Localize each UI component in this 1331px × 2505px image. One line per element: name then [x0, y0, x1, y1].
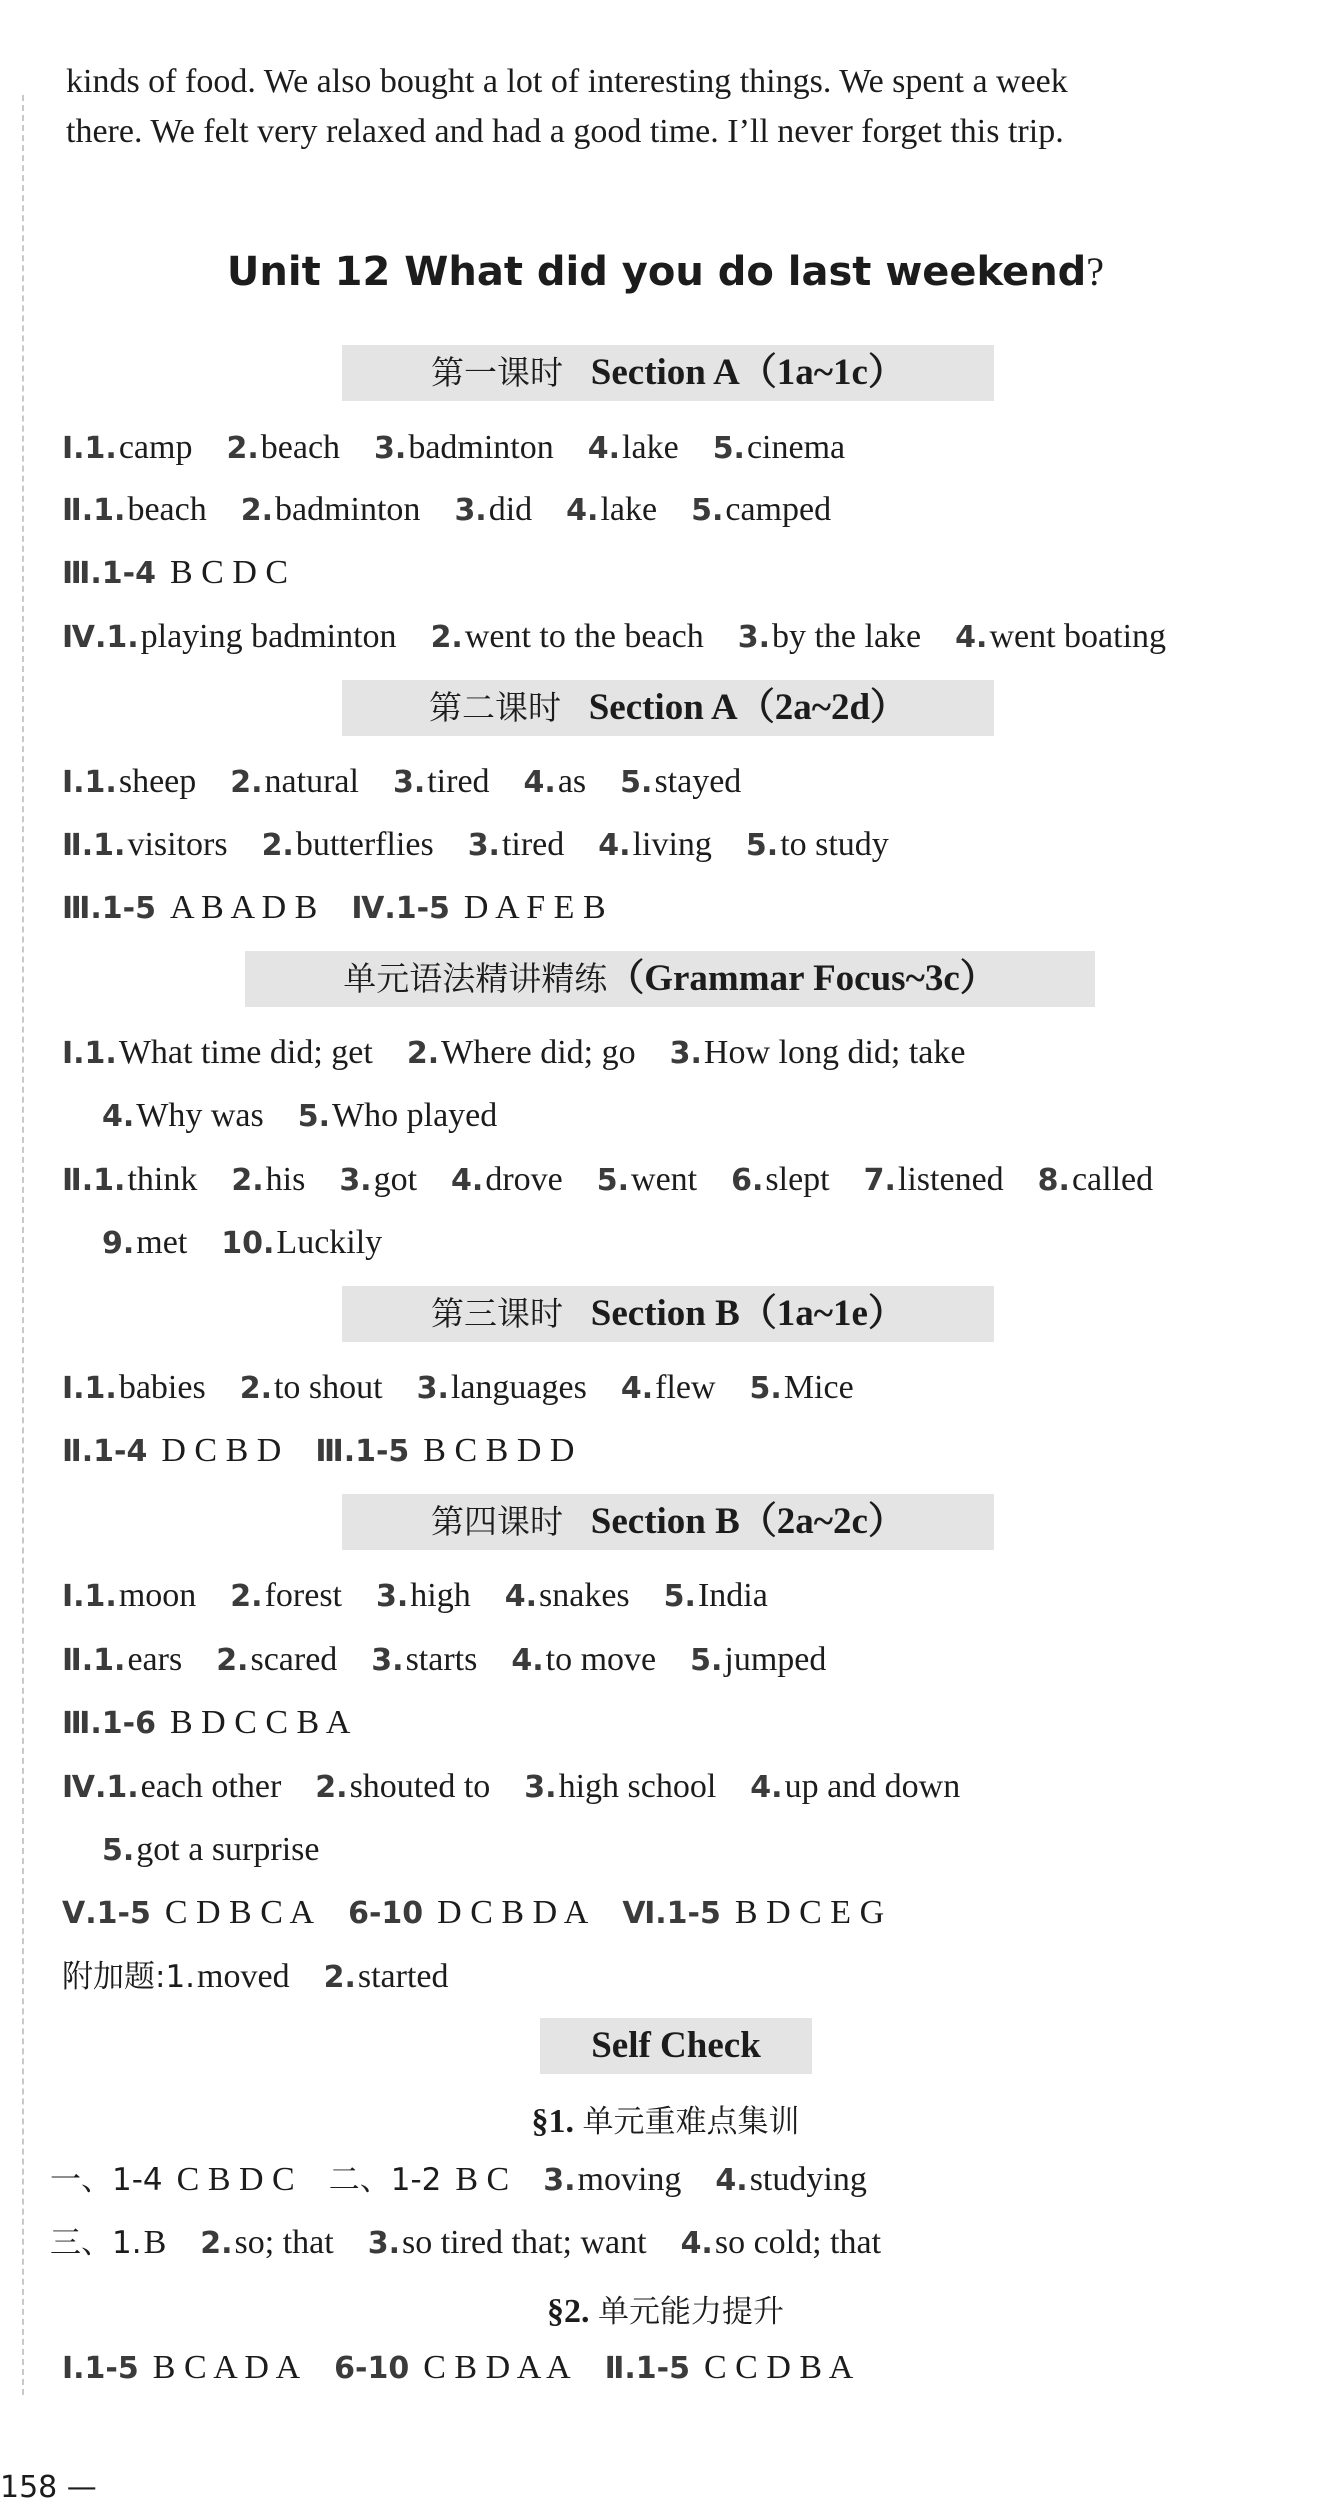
answer-item [62, 1768, 281, 1805]
item-answer: badminton [408, 429, 554, 466]
answer-item [62, 1894, 314, 1931]
item-answer: Who played [332, 1097, 498, 1134]
item-label: 2. [226, 431, 259, 466]
item-answer: up and down [784, 1768, 961, 1805]
item-label: 4. [511, 1643, 544, 1678]
item-label: Ⅲ.1-5 [62, 891, 156, 926]
item-answer: drove [485, 1161, 563, 1198]
answer-item [524, 763, 587, 800]
answer-line [62, 1893, 884, 1934]
answer-item [376, 1577, 471, 1614]
answer-item [102, 1831, 319, 1868]
item-label: 2. [216, 1643, 249, 1678]
item-label: 5. [691, 493, 724, 528]
answer-item [102, 1097, 264, 1134]
unit-title-text: Unit 12 What did you do last weekend [226, 249, 1087, 295]
answer-item [298, 1097, 498, 1134]
margin-divider [22, 95, 24, 2395]
item-label: Ⅱ.1-5 [604, 2351, 690, 2386]
item-label: 2. [323, 1960, 356, 1995]
answer-item [622, 1894, 884, 1931]
item-label: 4. [504, 1579, 538, 1614]
unit-title [0, 248, 1331, 295]
section-b1-en: Section B（1a~1e） [590, 1293, 905, 1334]
item-label: Ⅰ.1. [62, 1036, 117, 1071]
item-answer: D C B D [161, 1432, 282, 1469]
answer-item [417, 1369, 587, 1406]
answer-item [62, 763, 196, 800]
item-label: 5. [690, 1643, 723, 1678]
item-answer: moved [197, 1958, 290, 1995]
answer-item [746, 826, 889, 863]
item-label: 10. [221, 1226, 275, 1261]
answer-line [62, 1576, 768, 1617]
answer-item [62, 429, 192, 466]
section-a1-en: Section A（1a~1c） [590, 352, 905, 393]
item-label: 3. [543, 2163, 576, 2198]
item-answer: beach [260, 429, 341, 466]
answer-item [605, 2349, 854, 2386]
item-answer: to move [545, 1641, 657, 1678]
answer-item [62, 826, 228, 863]
answer-item [1038, 1161, 1153, 1198]
item-answer: babies [118, 1369, 206, 1406]
answer-item [864, 1161, 1004, 1198]
page-number: 158 — [0, 2470, 97, 2505]
answer-line [62, 617, 1166, 658]
intro-line-1: kinds of food. We also bought a lot of interesting things. We spent a week [66, 63, 1068, 100]
item-label: 4. [955, 620, 988, 655]
item-answer: Luckily [276, 1224, 383, 1261]
answer-item [588, 429, 679, 466]
item-label: 4. [750, 1770, 783, 1805]
item-answer: flew [655, 1369, 716, 1406]
item-label: 一、1-4 [50, 2162, 163, 2198]
item-answer: ears [127, 1641, 183, 1678]
item-label: 5. [749, 1371, 782, 1406]
item-label: Ⅰ.1. [62, 1371, 117, 1406]
section-header-a2 [342, 680, 994, 736]
item-answer: living [632, 826, 712, 863]
item-label: 4. [598, 828, 631, 863]
answer-item [597, 1161, 697, 1198]
item-label: 5. [663, 1579, 696, 1614]
answer-item [690, 1641, 826, 1678]
answer-item [102, 1224, 187, 1261]
item-label: 3. [376, 1579, 409, 1614]
subsection-s2-cn: 单元能力提升 [598, 2294, 784, 2330]
answer-item [62, 1034, 373, 1071]
item-label: 4. [523, 765, 556, 800]
item-answer: badminton [275, 491, 421, 528]
item-answer: How long did; take [703, 1034, 966, 1071]
item-answer: slept [765, 1161, 830, 1198]
section-header-b1 [342, 1286, 994, 1342]
answer-item [241, 491, 421, 528]
section-a2-en: Section A（2a~2d） [588, 687, 908, 728]
answer-item [407, 1034, 636, 1071]
item-label: 2. [406, 1036, 440, 1071]
item-label: 2. [239, 1371, 272, 1406]
item-answer: met [136, 1224, 188, 1261]
item-answer: each other [140, 1768, 282, 1805]
section-b2-en: Section B（2a~2c） [590, 1501, 905, 1542]
answer-item [351, 889, 605, 926]
item-label: 3. [416, 1371, 449, 1406]
answer-item [691, 491, 831, 528]
item-label: 4. [587, 431, 621, 466]
answer-item [713, 429, 845, 466]
answer-item [670, 1034, 966, 1071]
answer-line [62, 1767, 960, 1808]
answer-line [62, 1431, 574, 1472]
item-label: 2. [261, 828, 294, 863]
item-answer: as [557, 763, 587, 800]
item-label: Ⅳ.1. [62, 1770, 139, 1805]
subsection-header-s1 [0, 2096, 1331, 2141]
answer-line [62, 762, 741, 803]
item-answer: C C D B A [703, 2349, 854, 2386]
section-header-self-check [540, 2018, 812, 2074]
item-label: 2. [231, 1163, 264, 1198]
answer-item [62, 1161, 197, 1198]
answer-line [62, 1957, 449, 1998]
answer-item [216, 1641, 337, 1678]
item-label: 2. [230, 765, 263, 800]
answer-item [955, 618, 1166, 655]
item-answer: did [488, 491, 533, 528]
answer-item [62, 491, 207, 528]
answer-item [230, 1577, 342, 1614]
item-answer: studying [749, 2161, 867, 2198]
answer-item [598, 826, 712, 863]
answer-item [543, 2161, 681, 2198]
item-label: Ⅲ.1-4 [62, 556, 156, 591]
item-label: 3. [371, 1643, 404, 1678]
answer-item [348, 1894, 588, 1931]
answer-line [62, 1368, 854, 1409]
item-answer: high school [558, 1768, 717, 1805]
item-label: Ⅳ.1-5 [351, 891, 450, 926]
item-answer: tired [501, 826, 565, 863]
item-answer: to shout [273, 1369, 383, 1406]
item-answer: stayed [654, 763, 742, 800]
answer-line [62, 2348, 853, 2389]
item-answer: What time did; get [118, 1034, 373, 1071]
item-answer: moon [118, 1577, 197, 1614]
item-answer: jumped [724, 1641, 827, 1678]
item-label: 3. [392, 765, 426, 800]
item-answer: B [143, 2224, 167, 2261]
section-gf-en: （Grammar Focus~3c） [607, 958, 997, 999]
item-answer: so; that [234, 2224, 334, 2261]
answer-item [50, 2224, 166, 2261]
answer-item [505, 1577, 630, 1614]
item-label: Ⅰ.1. [62, 431, 117, 466]
item-answer: D A F E B [463, 889, 606, 926]
item-answer: A B A D B [169, 889, 318, 926]
answer-item [334, 2349, 570, 2386]
subsection-s1-mark: §1. [531, 2103, 574, 2140]
item-answer: B C [455, 2161, 510, 2198]
item-answer: C B D C [176, 2161, 295, 2198]
answer-line [62, 1033, 965, 1074]
item-answer: forest [264, 1577, 342, 1614]
answer-line [62, 1703, 350, 1744]
item-label: 7. [863, 1163, 896, 1198]
item-answer: started [357, 1958, 449, 1995]
item-label: 5. [102, 1833, 135, 1868]
answer-item [468, 826, 565, 863]
answer-line [102, 1096, 497, 1137]
item-label: Ⅰ.1-5 [62, 2351, 139, 2386]
item-answer: languages [450, 1369, 587, 1406]
answer-item [374, 429, 554, 466]
item-answer: high [410, 1577, 471, 1614]
intro-line-2: there. We felt very relaxed and had a good time. I’ll never forget this trip. [66, 113, 1064, 150]
item-label: 3. [367, 2226, 400, 2261]
item-answer: got a surprise [136, 1831, 320, 1868]
answer-line [50, 2160, 867, 2201]
item-answer: India [697, 1577, 768, 1614]
answer-item [731, 1161, 830, 1198]
item-answer: cinema [746, 429, 846, 466]
item-label: 5. [297, 1099, 331, 1134]
item-label: Ⅱ.1. [62, 1643, 126, 1678]
item-answer: scared [250, 1641, 338, 1678]
item-label: 4. [680, 2226, 713, 2261]
item-answer: camp [118, 429, 193, 466]
section-b2-cn: 第四课时 [431, 1502, 564, 1541]
item-answer: B C D C [169, 554, 289, 591]
item-answer: beach [127, 491, 207, 528]
answer-line [62, 1640, 826, 1681]
item-label: 2. [430, 620, 463, 655]
item-label: 2. [240, 493, 273, 528]
item-label: Ⅱ.1-4 [62, 1434, 148, 1469]
answer-item [566, 491, 657, 528]
item-label: Ⅲ.1-6 [62, 1706, 156, 1741]
item-answer: went to the beach [464, 618, 704, 655]
answer-item [226, 429, 340, 466]
item-answer: so tired that; want [402, 2224, 647, 2261]
item-label: Ⅲ.1-5 [315, 1434, 410, 1469]
item-answer: lake [622, 429, 679, 466]
answer-item [62, 554, 288, 591]
item-label: 9. [102, 1226, 135, 1261]
item-answer: butterflies [295, 826, 434, 863]
item-answer: B D C C B A [169, 1704, 351, 1741]
section-header-a1 [342, 345, 994, 401]
item-label: 8. [1037, 1163, 1070, 1198]
item-answer: shouted to [349, 1768, 491, 1805]
item-answer: lake [600, 491, 658, 528]
answer-line [102, 1223, 382, 1264]
item-answer: tired [427, 763, 490, 800]
answer-item [62, 1432, 281, 1469]
item-label: 4. [102, 1099, 135, 1134]
answer-line [62, 490, 831, 531]
answer-item [454, 491, 532, 528]
answer-item [315, 1768, 490, 1805]
item-label: 附加题:1. [62, 1959, 196, 1995]
answer-item [393, 763, 490, 800]
answer-item [230, 763, 359, 800]
answer-line [62, 888, 606, 929]
answer-item [681, 2224, 881, 2261]
item-label: Ⅰ.1. [62, 1579, 117, 1614]
answer-item [524, 1768, 716, 1805]
answer-item [62, 1958, 290, 1995]
answer-item [750, 1369, 854, 1406]
item-label: 3. [524, 1770, 557, 1805]
item-answer: moving [577, 2161, 682, 2198]
answer-item [221, 1224, 382, 1261]
item-label: Ⅱ.1. [62, 828, 126, 863]
item-answer: C B D A A [423, 2349, 571, 2386]
item-label: 2. [230, 1579, 263, 1614]
answer-item [738, 618, 921, 655]
answer-item [715, 2161, 866, 2198]
item-label: 3. [467, 828, 500, 863]
item-answer: snakes [539, 1577, 630, 1614]
item-label: 3. [339, 1163, 372, 1198]
answer-item [511, 1641, 656, 1678]
item-label: 二、1-2 [328, 2162, 442, 2198]
item-answer: so cold; that [714, 2224, 882, 2261]
answer-item [62, 1577, 196, 1614]
item-label: Ⅰ.1. [62, 765, 117, 800]
answer-item [339, 1161, 417, 1198]
item-answer: B D C E G [734, 1894, 885, 1931]
section-a2-cn: 第二课时 [428, 688, 561, 727]
item-answer: D C B D A [437, 1894, 589, 1931]
answer-line [102, 1830, 319, 1871]
item-answer: to study [780, 826, 889, 863]
section-self-en: Self Check [591, 2025, 761, 2066]
item-answer: Why was [136, 1097, 264, 1134]
section-header-b2 [342, 1494, 994, 1550]
item-label: 3. [669, 1036, 702, 1071]
answer-line [62, 825, 889, 866]
answer-item [262, 826, 434, 863]
answer-item [200, 2224, 333, 2261]
subsection-header-s2 [0, 2286, 1331, 2331]
answer-line [62, 428, 845, 469]
item-answer: sheep [118, 763, 197, 800]
item-label: Ⅱ.1. [62, 1163, 126, 1198]
answer-item [62, 889, 317, 926]
answer-item [62, 1369, 206, 1406]
item-answer: went boating [989, 618, 1167, 655]
item-answer: his [265, 1161, 306, 1198]
item-label: Ⅳ.1. [62, 620, 139, 655]
item-answer: went [631, 1161, 698, 1198]
answer-item [620, 763, 741, 800]
answer-item [451, 1161, 563, 1198]
answer-item [371, 1641, 477, 1678]
section-gf-cn: 单元语法精讲精练 [343, 959, 608, 998]
item-answer: by the lake [771, 618, 922, 655]
item-answer: starts [405, 1641, 478, 1678]
answer-item [240, 1369, 383, 1406]
answer-item [664, 1577, 768, 1614]
item-label: Ⅵ.1-5 [622, 1896, 721, 1931]
answer-item [62, 618, 397, 655]
item-label: 5. [745, 828, 779, 863]
item-answer: B C B D D [423, 1432, 575, 1469]
item-label: 3. [737, 620, 770, 655]
item-label: Ⅴ.1-5 [62, 1896, 151, 1931]
item-answer: natural [264, 763, 359, 800]
item-answer: called [1071, 1161, 1154, 1198]
item-answer: B C A D A [152, 2349, 301, 2386]
item-answer: listened [897, 1161, 1004, 1198]
answer-item [750, 1768, 960, 1805]
answer-item [50, 2161, 295, 2198]
item-answer: camped [725, 491, 832, 528]
answer-item [62, 1641, 182, 1678]
item-label: 2. [315, 1770, 348, 1805]
subsection-s1-cn: 单元重难点集训 [582, 2104, 800, 2140]
answer-line [50, 2223, 881, 2264]
item-answer: got [373, 1161, 418, 1198]
answer-item [62, 2349, 300, 2386]
section-a1-cn: 第一课时 [431, 353, 564, 392]
item-label: 6-10 [348, 1896, 424, 1931]
subsection-s2-mark: §2. [547, 2293, 590, 2330]
answer-line [62, 1160, 1153, 1201]
item-label: 4. [620, 1371, 654, 1406]
item-label: 2. [200, 2226, 233, 2261]
section-header-grammar [245, 951, 1095, 1007]
item-label: 4. [566, 493, 599, 528]
answer-item [621, 1369, 716, 1406]
answer-item [368, 2224, 647, 2261]
unit-title-qmark: ? [1086, 249, 1105, 294]
item-label: 6-10 [334, 2351, 410, 2386]
item-label: 4. [451, 1163, 484, 1198]
item-label: Ⅱ.1. [62, 493, 126, 528]
item-label: 4. [715, 2163, 748, 2198]
item-label: 5. [712, 431, 745, 466]
item-answer: playing badminton [140, 618, 397, 655]
item-label: 6. [731, 1163, 764, 1198]
answer-item [329, 2161, 510, 2198]
item-answer: C D B C A [164, 1894, 315, 1931]
item-answer: Mice [783, 1369, 854, 1406]
answer-line [62, 553, 288, 594]
answer-item [62, 1704, 350, 1741]
item-answer: Where did; go [441, 1034, 636, 1071]
answer-item [231, 1161, 305, 1198]
answer-item [431, 618, 704, 655]
section-b1-cn: 第三课时 [431, 1294, 564, 1333]
item-label: 3. [454, 493, 487, 528]
item-label: 三、1. [50, 2225, 142, 2261]
answer-item [315, 1432, 574, 1469]
item-label: 3. [374, 431, 407, 466]
answer-item [324, 1958, 449, 1995]
item-label: 5. [620, 765, 653, 800]
item-answer: visitors [127, 826, 228, 863]
item-answer: think [127, 1161, 198, 1198]
item-label: 5. [596, 1163, 630, 1198]
